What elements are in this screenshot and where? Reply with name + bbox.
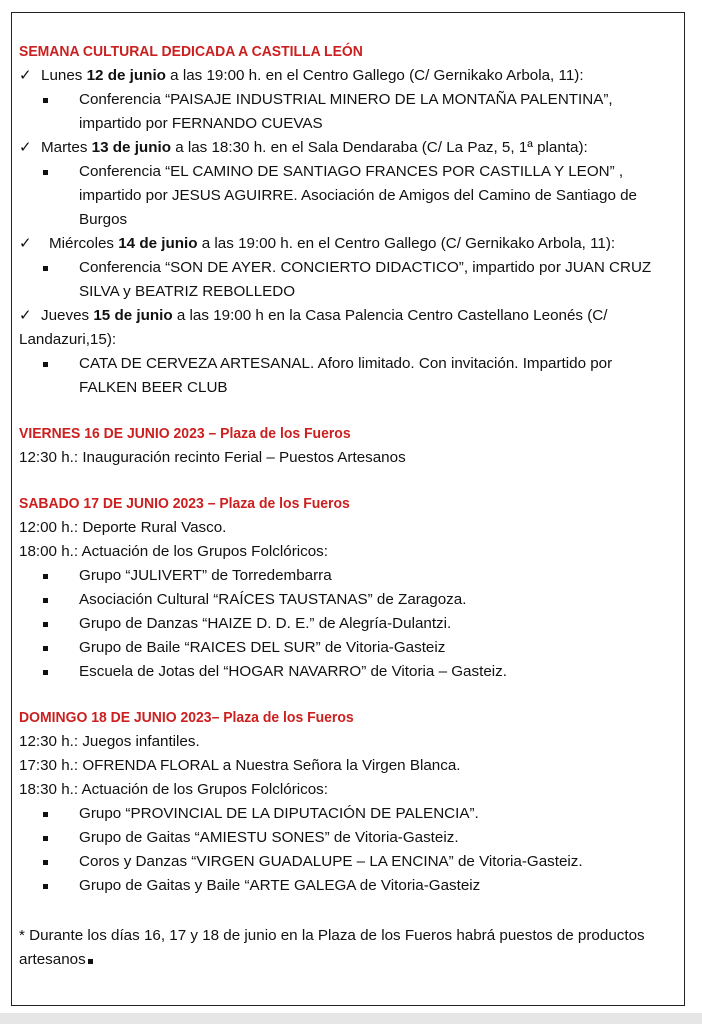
domingo-heading: DOMINGO 18 DE JUNIO 2023– Plaza de los Fueros — [19, 709, 354, 726]
item-text: Conferencia “SON DE AYER. CONCIERTO DIDACTICO”, impartido por JUAN CRUZ SILVA y BEATRIZ REBOLLEDO — [79, 259, 652, 300]
footnote — [19, 924, 674, 972]
schedule-line: 12:00 h.: Deporte Rural Vasco. — [19, 519, 227, 536]
item-date: 14 de junio — [118, 235, 198, 252]
viernes-heading: VIERNES 16 DE JUNIO 2023 – Plaza de los Fueros — [19, 425, 351, 442]
list-item-lunes-sub — [19, 88, 674, 136]
item-date: 12 de junio — [86, 67, 166, 84]
semana-heading: SEMANA CULTURAL DEDICADA A CASTILLA LEÓN — [19, 43, 363, 60]
list-item — [19, 564, 674, 588]
list-item — [19, 802, 674, 826]
group-name: Grupo “PROVINCIAL DE LA DIPUTACIÓN DE PALENCIA”. — [79, 805, 479, 822]
schedule-line: 18:30 h.: Actuación de los Grupos Folclóricos: — [19, 781, 328, 798]
checkmark-icon: ✓ — [19, 67, 32, 84]
item-text: Martes — [41, 139, 92, 156]
list-item — [19, 874, 674, 898]
square-bullet-icon — [43, 362, 48, 367]
square-period-icon — [88, 959, 93, 964]
item-text: CATA DE CERVEZA ARTESANAL. Aforo limitado. Con invitación. Impartido por FALKEN BEER CLUB — [79, 355, 613, 396]
group-name: Grupo “JULIVERT” de Torredembarra — [79, 567, 332, 584]
group-name: Grupo de Baile “RAICES DEL SUR” de Vitoria-Gasteiz — [79, 639, 446, 656]
square-bullet-icon — [43, 836, 48, 841]
group-name: Grupo de Danzas “HAIZE D. D. E.” de Alegría-Dulantzi. — [79, 615, 452, 632]
list-item — [19, 588, 674, 612]
square-bullet-icon — [43, 170, 48, 175]
square-bullet-icon — [43, 884, 48, 889]
item-text: a las 19:00 h. en el Centro Gallego (C/ Gernikako Arbola, 11): — [197, 235, 616, 252]
list-item — [19, 660, 674, 684]
bottom-strip — [0, 1013, 702, 1024]
square-bullet-icon — [43, 646, 48, 651]
list-item-miercoles-sub — [19, 256, 674, 304]
square-bullet-icon — [43, 860, 48, 865]
list-item-martes-sub — [19, 160, 674, 232]
sabado-heading: SABADO 17 DE JUNIO 2023 – Plaza de los Fueros — [19, 495, 350, 512]
schedule-line: 12:30 h.: Inauguración recinto Ferial – Puestos Artesanos — [19, 449, 406, 466]
footnote-text: * Durante los días 16, 17 y 18 de junio en la Plaza de los Fueros habrá puestos de productos artesanos — [19, 927, 645, 968]
item-text: Lunes — [41, 67, 87, 84]
checkmark-icon: ✓ — [19, 307, 32, 324]
item-text: a las 19:00 h en la Casa Palencia Centro Castellano Leonés (C/ Landazuri,15): — [19, 307, 608, 348]
item-text: Conferencia “EL CAMINO DE SANTIAGO FRANCES POR CASTILLA Y LEON” , impartido por JESUS AGUIRRE. Asociación de Amigos del Camino de Santiago de Burgos — [79, 163, 638, 228]
checkmark-icon: ✓ — [19, 139, 32, 156]
group-name: Grupo de Gaitas y Baile “ARTE GALEGA de Vitoria-Gasteiz — [79, 877, 481, 894]
schedule-line: 17:30 h.: OFRENDA FLORAL a Nuestra Señora la Virgen Blanca. — [19, 757, 461, 774]
list-item-lunes — [19, 64, 674, 88]
group-name: Escuela de Jotas del “HOGAR NAVARRO” de Vitoria – Gasteiz. — [79, 663, 507, 680]
checkmark-icon: ✓ — [19, 235, 32, 252]
group-name: Grupo de Gaitas “AMIESTU SONES” de Vitoria-Gasteiz. — [79, 829, 459, 846]
square-bullet-icon — [43, 266, 48, 271]
list-item-martes — [19, 136, 674, 160]
item-text: Jueves — [41, 307, 94, 324]
item-text: Miércoles — [49, 235, 119, 252]
program-document — [19, 40, 674, 972]
group-name: Coros y Danzas “VIRGEN GUADALUPE – LA ENCINA” de Vitoria-Gasteiz. — [79, 853, 583, 870]
list-item — [19, 612, 674, 636]
list-item — [19, 850, 674, 874]
group-name: Asociación Cultural “RAÍCES TAUSTANAS” de Zaragoza. — [79, 591, 467, 608]
item-text: a las 18:30 h. en el Sala Dendaraba (C/ La Paz, 5, 1ª planta): — [170, 139, 588, 156]
list-item-jueves-sub — [19, 352, 674, 400]
square-bullet-icon — [43, 622, 48, 627]
item-text: Conferencia “PAISAJE INDUSTRIAL MINERO DE LA MONTAÑA PALENTINA”, impartido por FERNANDO CUEVAS — [79, 91, 613, 132]
schedule-line: 12:30 h.: Juegos infantiles. — [19, 733, 200, 750]
list-item-miercoles — [19, 232, 674, 256]
list-item-jueves — [19, 304, 674, 352]
item-text: a las 19:00 h. en el Centro Gallego (C/ Gernikako Arbola, 11): — [165, 67, 584, 84]
item-date: 15 de junio — [93, 307, 173, 324]
square-bullet-icon — [43, 98, 48, 103]
schedule-line: 18:00 h.: Actuación de los Grupos Folclóricos: — [19, 543, 328, 560]
square-bullet-icon — [43, 670, 48, 675]
square-bullet-icon — [43, 574, 48, 579]
list-item — [19, 826, 674, 850]
square-bullet-icon — [43, 598, 48, 603]
item-date: 13 de junio — [91, 139, 171, 156]
square-bullet-icon — [43, 812, 48, 817]
list-item — [19, 636, 674, 660]
